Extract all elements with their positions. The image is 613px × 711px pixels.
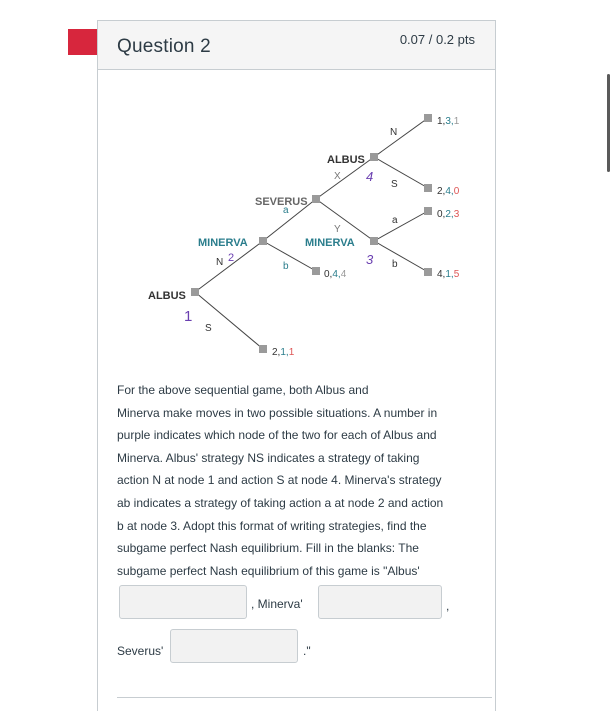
payoff-s: 2,1,1 xyxy=(272,347,295,358)
prompt-line: purple indicates which node of the two for each of Albus and xyxy=(117,428,437,443)
blank-comma: , xyxy=(446,599,450,613)
action-severus-y: Y xyxy=(334,224,341,235)
question-title: Question 2 xyxy=(117,36,211,57)
label-minerva2: MINERVA xyxy=(198,237,248,249)
action-minerva2-b: b xyxy=(283,261,289,272)
closing-quote: ." xyxy=(303,644,311,658)
prompt-line: ab indicates a strategy of taking action a at node 2 and action xyxy=(117,495,444,510)
terminal-3 xyxy=(424,207,432,215)
label-severus: SEVERUS xyxy=(255,196,308,208)
node-minerva3 xyxy=(370,237,378,245)
node-severus xyxy=(312,195,320,203)
payoff-naya: 0,2,3 xyxy=(437,209,460,220)
label-minerva3: MINERVA xyxy=(305,237,355,249)
node-albus1 xyxy=(191,288,199,296)
severus-strategy-input[interactable] xyxy=(170,629,298,663)
node-number-2: 2 xyxy=(228,252,235,264)
terminal-6 xyxy=(259,345,267,353)
action-albus4-n: N xyxy=(390,127,398,138)
node-number-1: 1 xyxy=(184,308,193,325)
divider xyxy=(117,697,492,698)
prompt-line: subgame perfect Nash equilibrium of this game is "Albus' xyxy=(117,563,420,578)
label-albus4: ALBUS xyxy=(327,154,365,166)
terminal-1 xyxy=(424,114,432,122)
payoff-nayb: 4,1,5 xyxy=(437,269,460,280)
minerva-strategy-input[interactable] xyxy=(318,585,442,619)
prompt-line: Minerva. Albus' strategy NS indicates a strategy of taking xyxy=(117,450,420,465)
minerva-label: , Minerva' xyxy=(251,597,303,611)
edge-minerva3-b xyxy=(374,241,428,272)
action-albus1-s: S xyxy=(205,323,212,334)
question-points: 0.07 / 0.2 pts xyxy=(399,32,475,47)
node-number-4: 4 xyxy=(366,169,374,184)
prompt-line: subgame perfect Nash equilibrium. Fill in the blanks: The xyxy=(117,541,419,556)
edge-severus-y xyxy=(316,199,374,241)
label-albus1: ALBUS xyxy=(148,290,186,302)
action-severus-x: X xyxy=(334,171,341,182)
action-minerva3-a: a xyxy=(392,215,398,226)
prompt-line: For the above sequential game, both Albus and xyxy=(117,383,369,397)
payoff-nb: 0,4,4 xyxy=(324,269,347,280)
payoff-naxs: 2,4,0 xyxy=(437,186,460,197)
prompt-line: action N at node 1 and action S at node 4. Minerva's strategy xyxy=(117,473,442,488)
edge-minerva3-a xyxy=(374,211,428,241)
question-card xyxy=(97,20,496,711)
edge-albus4-n xyxy=(374,118,428,157)
question-prompt xyxy=(117,379,472,582)
action-minerva2-a: a xyxy=(283,205,289,216)
severus-label: Severus' xyxy=(117,644,164,658)
terminal-5 xyxy=(312,267,320,275)
albus-strategy-input[interactable] xyxy=(119,585,247,619)
scrollbar[interactable] xyxy=(607,74,610,172)
edge-albus1-s xyxy=(195,292,263,349)
payoff-naxn: 1,3,1 xyxy=(437,116,460,127)
game-tree xyxy=(98,21,495,361)
terminal-4 xyxy=(424,268,432,276)
prompt-line: b at node 3. Adopt this format of writing strategies, find the xyxy=(117,518,427,533)
edge-albus4-s xyxy=(374,157,428,188)
node-number-3: 3 xyxy=(366,252,374,267)
flag-icon xyxy=(68,29,98,55)
node-minerva2 xyxy=(259,237,267,245)
action-albus1-n: N xyxy=(216,257,224,268)
node-albus4 xyxy=(370,153,378,161)
terminal-2 xyxy=(424,184,432,192)
action-albus4-s: S xyxy=(391,179,398,190)
action-minerva3-b: b xyxy=(392,259,398,270)
prompt-line: Minerva make moves in two possible situations. A number in xyxy=(117,405,438,420)
